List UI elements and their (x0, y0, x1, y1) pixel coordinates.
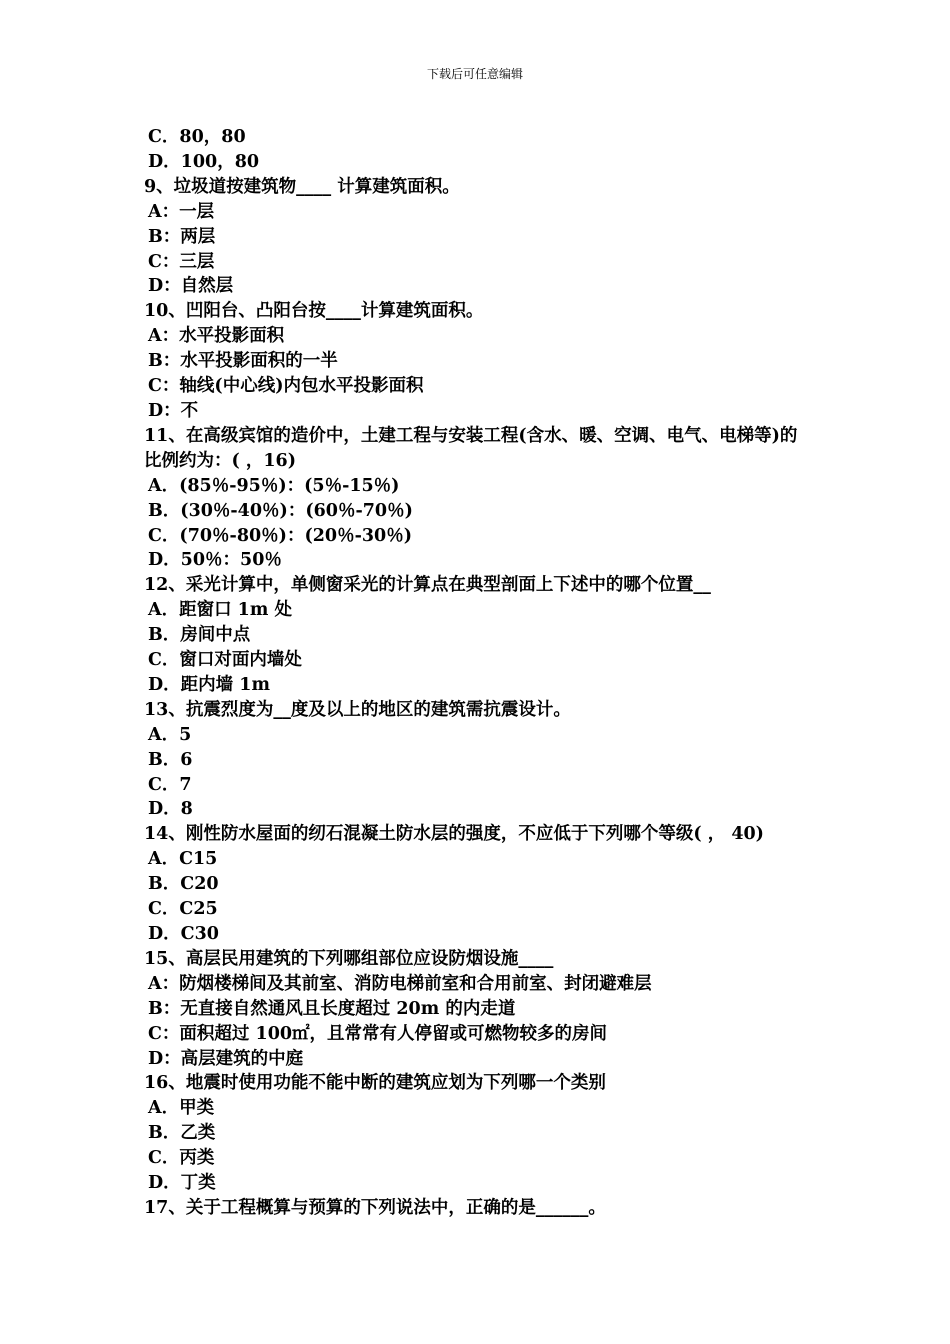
question-text: 12、采光计算中，单侧窗采光的计算点在典型剖面上下述中的哪个位置__ (144, 575, 711, 596)
answer-option: C．窗口对面内墙处 (148, 650, 302, 671)
answer-option: C：轴线(中心线)内包水平投影面积 (148, 376, 424, 397)
answer-option: B．C20 (148, 874, 219, 895)
page-header: 下载后可任意编辑 (426, 67, 523, 81)
answer-option: C．丙类 (148, 1148, 215, 1169)
answer-option: D：自然层 (148, 276, 234, 297)
question-text: 15、高层民用建筑的下列哪组部位应设防烟设施____ (144, 948, 554, 969)
answer-option: D：高层建筑的中庭 (148, 1048, 304, 1069)
answer-option: D．100，80 (148, 151, 260, 172)
answer-option: A：防烟楼梯间及其前室、消防电梯前室和合用前室、封闭避难层 (148, 973, 652, 994)
answer-option: A：水平投影面积 (148, 326, 285, 347)
answer-option: B．乙类 (148, 1123, 216, 1144)
answer-option: C：面积超过 100㎡，且常常有人停留或可燃物较多的房间 (148, 1023, 608, 1044)
answer-option: C：三层 (148, 251, 215, 272)
document-body (144, 125, 814, 1221)
answer-option: C．80，80 (148, 127, 246, 147)
answer-option: D．50％：50％ (148, 550, 282, 571)
answer-option: C．C25 (148, 899, 218, 920)
answer-option: D．C30 (148, 924, 219, 944)
answer-option: A．5 (148, 724, 192, 745)
question-text: 13、抗震烈度为__度及以上的地区的建筑需抗震设计。 (144, 699, 571, 720)
answer-option: B：无直接自然通风且长度超过 20m 的内走道 (148, 998, 516, 1019)
question-text: 16、地震时使用功能不能中断的建筑应划为下列哪一个类别 (144, 1073, 606, 1094)
answer-option: B：两层 (148, 226, 216, 247)
answer-option: A．甲类 (148, 1098, 215, 1119)
question-text: 14、刚性防水屋面的纫石混凝土防水层的强度，不应低于下列哪个等级( ， 40) (144, 824, 764, 845)
answer-option: B．房间中点 (148, 625, 251, 646)
question-text: 9、垃圾道按建筑物____ 计算建筑面积。 (144, 176, 460, 197)
answer-option: D．丁类 (148, 1173, 216, 1194)
answer-option: A．C15 (148, 849, 218, 870)
answer-option: A．距窗口 1m 处 (148, 600, 292, 621)
answer-option: A：一层 (148, 201, 215, 222)
question-text: 11、在高级宾馆的造价中，土建工程与安装工程(含水、暖、空调、电气、电梯等)的比例约为：( ，16) (144, 425, 798, 471)
answer-option: D：不 (148, 400, 199, 421)
answer-option: D．距内墙 1m (148, 674, 270, 695)
answer-option: B．6 (148, 749, 193, 770)
answer-option: C．(70％-80％)：(20％-30％) (148, 525, 412, 546)
answer-option: D．8 (148, 799, 193, 820)
answer-option: A．(85％-95％)：(5％-15％) (148, 475, 400, 496)
question-text: 10、凹阳台、凸阳台按____计算建筑面积。 (144, 301, 484, 322)
answer-option: B：水平投影面积的一半 (148, 351, 338, 372)
answer-option: C．7 (148, 774, 192, 795)
question-text: 17、关于工程概算与预算的下列说法中，正确的是______。 (144, 1197, 606, 1218)
answer-option: B．(30％-40％)：(60％-70％) (148, 500, 413, 521)
